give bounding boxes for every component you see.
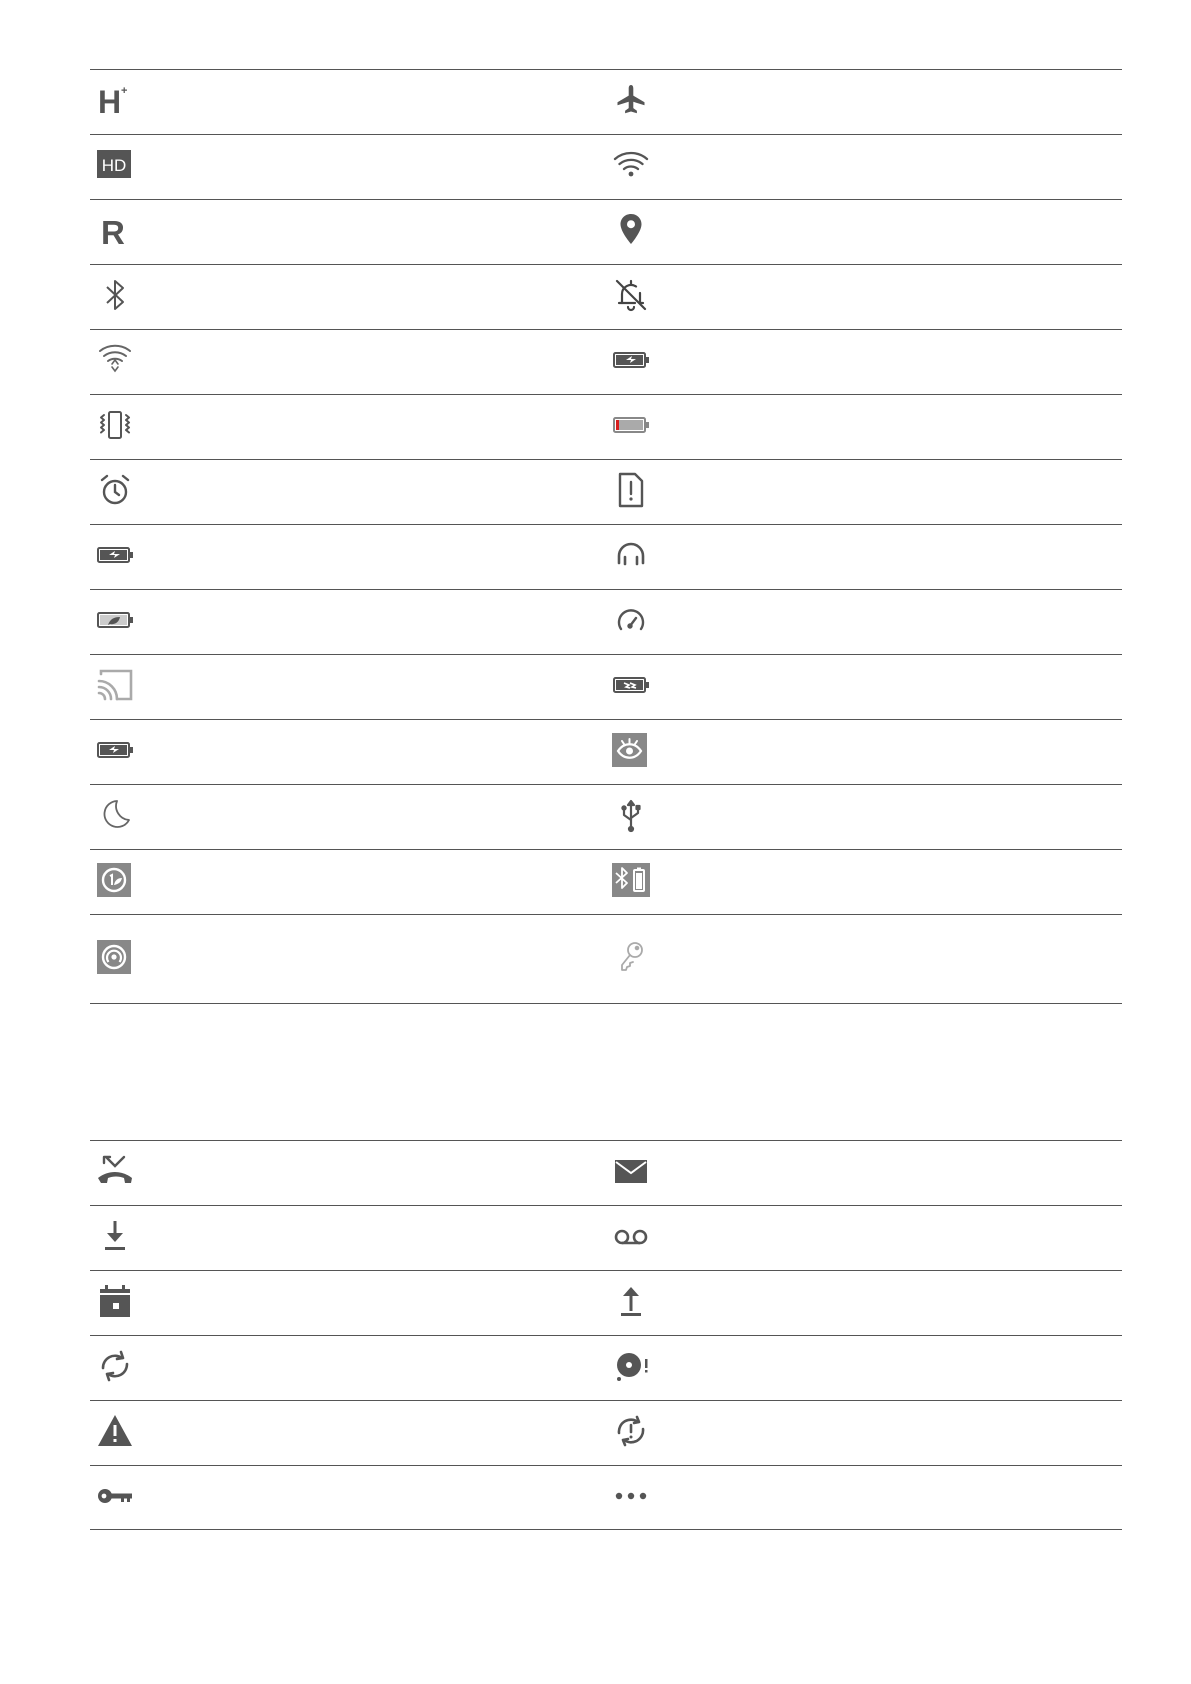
table-row (90, 849, 1122, 914)
hd-voice-icon (93, 143, 137, 187)
alarm-icon (93, 468, 137, 512)
table-row (90, 459, 1122, 524)
screen-projection-icon (93, 663, 137, 707)
svg-text:+: + (121, 85, 128, 97)
headset-icon (609, 533, 653, 577)
do-not-disturb-icon (93, 793, 137, 837)
svg-text:HD: HD (101, 156, 127, 175)
table-row (90, 134, 1122, 199)
battery-charging-icon (609, 338, 653, 382)
table-row (90, 69, 1122, 134)
silent-mode-icon (609, 273, 653, 317)
battery-super-charging-icon (609, 663, 653, 707)
battery-saver-icon (93, 598, 137, 642)
sync-failed-icon (609, 1409, 653, 1453)
table-row (90, 1465, 1122, 1530)
data-saver-icon (93, 858, 137, 902)
key-icon (609, 935, 653, 979)
syncing-icon (93, 1344, 137, 1388)
table-row (90, 719, 1122, 784)
svg-text:H: H (98, 84, 122, 120)
bluetooth-battery-icon (609, 858, 653, 902)
battery-charging-alt-icon (93, 728, 137, 772)
no-sim-icon (609, 468, 653, 512)
storage-full-icon (609, 1344, 653, 1388)
battery-low-icon (609, 403, 653, 447)
performance-mode-icon (609, 598, 653, 642)
table-row (90, 1400, 1122, 1465)
eye-comfort-icon (609, 728, 653, 772)
voicemail-icon (609, 1214, 653, 1258)
hotspot-icon (93, 935, 137, 979)
upload-icon (609, 1279, 653, 1323)
roaming-icon (93, 208, 137, 252)
missed-call-icon (93, 1149, 137, 1193)
more-notifications-icon (609, 1474, 653, 1518)
status-icons-table (90, 69, 1122, 1004)
table-row (90, 199, 1122, 264)
warning-icon (93, 1409, 137, 1453)
table-row (90, 784, 1122, 849)
bluetooth-icon (93, 273, 137, 317)
table-row (90, 654, 1122, 719)
table-row (90, 914, 1122, 1004)
vpn-key-icon (93, 1474, 137, 1518)
table-row (90, 1140, 1122, 1205)
svg-text:R: R (101, 214, 125, 250)
h-plus-network-icon (93, 78, 137, 122)
table-row (90, 264, 1122, 329)
wifi-icon (609, 143, 653, 187)
wifi-data-icon (93, 338, 137, 382)
table-row (90, 394, 1122, 459)
table-row (90, 1205, 1122, 1270)
new-email-icon (609, 1149, 653, 1193)
download-icon (93, 1214, 137, 1258)
battery-charging-fast-icon (93, 533, 137, 577)
notification-icons-table (90, 1140, 1122, 1530)
table-row (90, 589, 1122, 654)
vibration-icon (93, 403, 137, 447)
table-row (90, 1270, 1122, 1335)
usb-icon (609, 793, 653, 837)
calendar-event-icon (93, 1279, 137, 1323)
table-row (90, 329, 1122, 394)
table-row (90, 524, 1122, 589)
airplane-mode-icon (609, 78, 653, 122)
table-row (90, 1335, 1122, 1400)
location-icon (609, 208, 653, 252)
